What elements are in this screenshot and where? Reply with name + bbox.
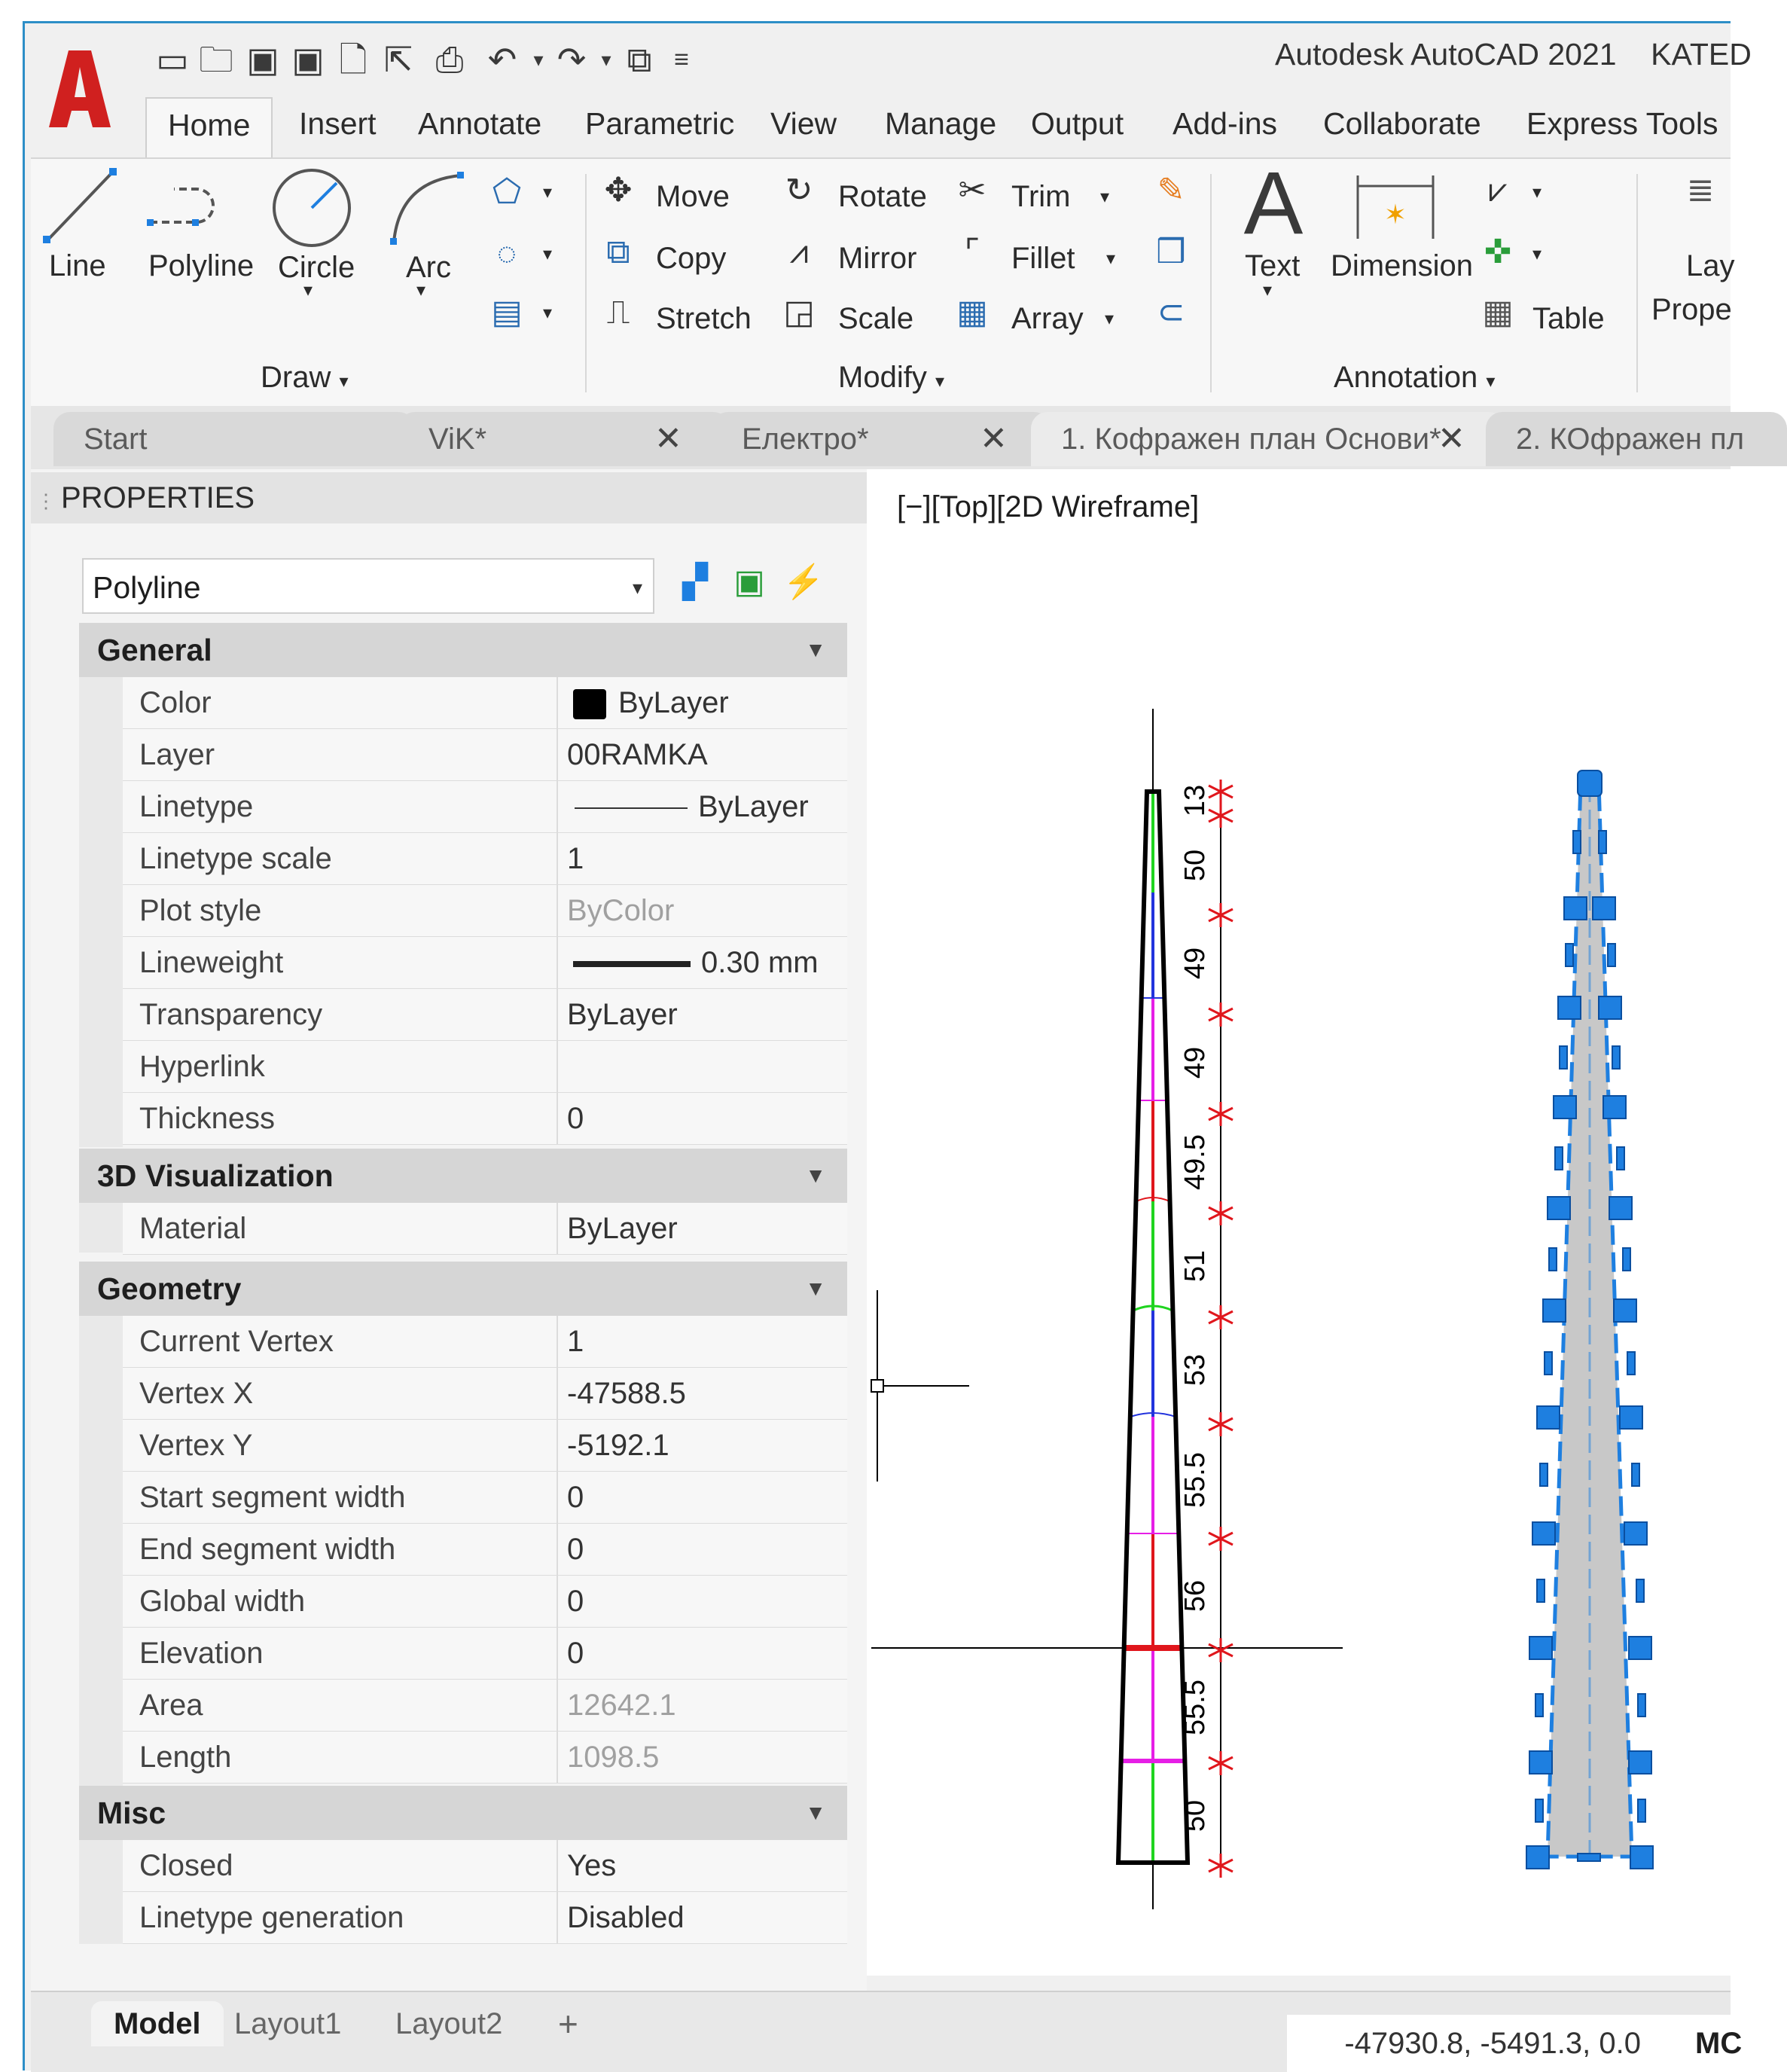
section-title: Misc	[97, 1796, 166, 1830]
quick-select-icon[interactable]: ⚡	[782, 563, 825, 600]
property-row[interactable]	[123, 677, 847, 729]
color-swatch	[573, 689, 606, 719]
property-value[interactable]: ByLayer	[567, 998, 678, 1031]
stretch-button[interactable]: Stretch	[656, 302, 752, 335]
property-key: Start segment width	[123, 1472, 558, 1523]
autocad-window	[23, 21, 1752, 2070]
svg-text:✶: ✶	[1383, 199, 1407, 230]
property-value: 1098.5	[567, 1741, 660, 1774]
property-key: Vertex X	[123, 1368, 558, 1419]
arc-tool-label[interactable]: Arc	[406, 251, 451, 284]
add-layout-button[interactable]: +	[558, 2004, 578, 2043]
draw-panel-label: Draw	[261, 361, 331, 394]
stretch-icon[interactable]: ⎍	[606, 294, 630, 331]
array-icon[interactable]: ▦	[956, 294, 988, 331]
lineweight-value: 0.30 mm	[701, 946, 819, 979]
property-row[interactable]	[123, 937, 847, 989]
modify-panel-label: Modify	[838, 361, 927, 394]
property-key: Current Vertex	[123, 1316, 558, 1367]
layer-properties-label-1[interactable]: Lay	[1686, 249, 1735, 282]
property-value[interactable]: 00RAMKA	[567, 738, 708, 771]
object-type-select[interactable]	[82, 558, 654, 614]
text-tool-label[interactable]: Text	[1245, 249, 1301, 282]
color-value: ByLayer	[618, 686, 729, 719]
doc-tab-label: Start	[84, 423, 148, 456]
drawing-viewport[interactable]	[867, 469, 1731, 1976]
palette-grip-icon[interactable]: ⋮	[36, 490, 56, 512]
lineweight-sample	[573, 961, 691, 967]
property-key: Linetype generation	[123, 1892, 558, 1943]
property-key: End segment width	[123, 1524, 558, 1575]
ellipse-dropdown-icon[interactable]: ▾	[543, 244, 553, 264]
leader-dropdown-icon[interactable]: ▾	[1532, 182, 1542, 203]
open-folder-icon[interactable]: 🗀	[199, 40, 233, 79]
property-key: Color	[123, 677, 558, 728]
property-key: Global width	[123, 1576, 558, 1627]
property-row[interactable]	[123, 1368, 847, 1420]
status-bar	[31, 1991, 1743, 2072]
circle-tool-icon[interactable]	[270, 166, 353, 249]
property-row[interactable]	[123, 729, 847, 781]
property-key: Linetype	[123, 781, 558, 832]
property-row[interactable]	[123, 1680, 847, 1732]
linetype-sample	[575, 807, 688, 809]
crosshair-cursor	[871, 1290, 969, 1482]
dimension-text: 55.5	[1179, 1680, 1211, 1735]
viewport-controls[interactable]: [−][Top][2D Wireframe]	[897, 490, 1200, 523]
dimension-text: 49.5	[1179, 1134, 1211, 1190]
doc-tab-start[interactable]	[53, 412, 415, 466]
dimension-text: 13	[1179, 784, 1211, 817]
section-geometry[interactable]	[79, 1262, 847, 1316]
app-title: Autodesk AutoCAD 2021	[1275, 37, 1617, 72]
new-file-icon[interactable]: ▭	[156, 40, 189, 79]
text-dropdown-icon[interactable]: ▾	[1263, 280, 1273, 301]
tab-insert[interactable]: Insert	[299, 106, 377, 141]
linetype-value: ByLayer	[698, 790, 809, 823]
file-title: KATED	[1651, 37, 1752, 72]
property-value[interactable]: Yes	[567, 1849, 617, 1882]
section-gutter	[79, 677, 123, 1147]
modify-panel-title[interactable]: Modify ▾	[838, 361, 944, 394]
property-row[interactable]	[123, 1420, 847, 1472]
leader-icon[interactable]: ⩗	[1488, 172, 1508, 209]
property-value[interactable]	[567, 937, 847, 988]
trim-icon[interactable]: ✂	[958, 172, 987, 209]
property-value[interactable]	[567, 781, 847, 832]
save-icon[interactable]: ▣	[246, 40, 279, 79]
close-icon[interactable]: ✕	[654, 420, 682, 457]
collapse-icon[interactable]: ▼	[805, 1801, 826, 1824]
property-row[interactable]	[123, 989, 847, 1041]
copy-button[interactable]: Copy	[656, 242, 727, 275]
close-icon[interactable]: ✕	[980, 420, 1008, 457]
tab-parametric[interactable]: Parametric	[585, 106, 735, 141]
property-row[interactable]	[123, 1041, 847, 1093]
model-space-toggle[interactable]: MC	[1695, 2015, 1742, 2072]
annotation-panel-title[interactable]: Annotation ▾	[1334, 361, 1496, 394]
section-gutter	[79, 1316, 123, 1786]
doc-tab-label: Електро*	[742, 423, 869, 456]
doc-tab-label: 1. Кофражен план Основи*	[1061, 423, 1441, 456]
toggle-pickadd-icon[interactable]: ▞	[682, 563, 708, 600]
line-tool-label[interactable]: Line	[49, 249, 106, 282]
property-value[interactable]: 0	[567, 1481, 584, 1514]
property-row[interactable]	[123, 833, 847, 885]
erase-icon[interactable]: ✎	[1157, 172, 1185, 209]
layer-properties-icon[interactable]: ≣	[1686, 172, 1715, 209]
doc-tab-elektro[interactable]	[712, 412, 1051, 466]
layout-tab-model[interactable]: Model	[91, 2001, 224, 2046]
open-from-web-icon[interactable]: 🗋	[339, 40, 367, 79]
share-icon[interactable]: ⇱	[383, 40, 413, 79]
customize-quick-access-icon[interactable]: ≡	[674, 45, 689, 74]
text-tool-icon[interactable]: A	[1243, 154, 1304, 253]
rotate-icon[interactable]: ↻	[785, 172, 813, 209]
property-value[interactable]	[567, 677, 847, 728]
property-row[interactable]	[123, 1576, 847, 1628]
arc-dropdown-icon[interactable]: ▾	[416, 280, 426, 301]
properties-title: PROPERTIES	[61, 481, 255, 514]
collapse-icon[interactable]: ▼	[805, 1164, 826, 1187]
tab-manage[interactable]: Manage	[885, 106, 997, 141]
close-icon[interactable]: ✕	[1438, 420, 1465, 457]
property-key: Length	[123, 1732, 558, 1783]
property-row[interactable]	[123, 885, 847, 937]
polygon-dropdown-icon[interactable]: ▾	[543, 182, 553, 203]
doc-tab-label: 2. КОфражен пл	[1516, 423, 1745, 456]
dimension-text: 56	[1179, 1579, 1211, 1613]
dimension-tool-label[interactable]: Dimension	[1331, 249, 1473, 282]
arc-tool-icon[interactable]	[385, 166, 468, 249]
share-view-icon[interactable]: ⧉	[627, 40, 652, 79]
object-type-value: Polyline	[93, 570, 201, 605]
property-key: Layer	[123, 729, 558, 780]
doc-tab-kofrazhen-osnovi[interactable]	[1031, 412, 1505, 466]
property-key: Transparency	[123, 989, 558, 1040]
hatch-dropdown-icon[interactable]: ▾	[543, 303, 553, 323]
autocad-logo-icon[interactable]	[46, 37, 114, 135]
property-value[interactable]: ByColor	[567, 894, 675, 927]
property-key: Closed	[123, 1840, 558, 1891]
dimension-text: 50	[1179, 849, 1211, 882]
property-row[interactable]	[123, 1732, 847, 1784]
save-as-icon[interactable]: ▣	[291, 40, 325, 79]
property-key: Lineweight	[123, 937, 558, 988]
ribbon-separator	[585, 174, 587, 392]
document-tabs	[31, 406, 1745, 469]
fillet-icon[interactable]: ⌜	[964, 233, 980, 270]
tab-add-ins[interactable]: Add-ins	[1173, 106, 1278, 141]
tab-home[interactable]: Home	[145, 97, 273, 160]
ellipse-icon[interactable]: ◌	[496, 235, 517, 272]
property-row[interactable]	[123, 1203, 847, 1255]
trim-button[interactable]: Trim	[1011, 180, 1071, 213]
property-row[interactable]	[123, 1093, 847, 1145]
dimension-text: 51	[1179, 1250, 1211, 1283]
move-icon[interactable]: ✥	[604, 172, 633, 209]
collapse-icon[interactable]: ▼	[805, 638, 826, 661]
section-general[interactable]	[79, 623, 847, 677]
mirror-icon[interactable]: ⩘	[789, 233, 809, 270]
property-row[interactable]	[123, 1628, 847, 1680]
property-value[interactable]: 1	[567, 1325, 584, 1358]
annotation-panel-label: Annotation	[1334, 361, 1478, 394]
section-gutter	[79, 1840, 123, 1944]
property-row[interactable]	[123, 1316, 847, 1368]
tab-view[interactable]: View	[770, 106, 837, 141]
draw-panel-title[interactable]: Draw ▾	[261, 361, 349, 394]
polygon-icon[interactable]: ⬠	[492, 173, 522, 210]
select-objects-icon[interactable]: ▣	[733, 563, 765, 600]
undo-icon[interactable]: ↶	[487, 40, 517, 79]
tab-collaborate[interactable]: Collaborate	[1323, 106, 1481, 141]
property-value[interactable]: Disabled	[567, 1901, 685, 1934]
explode-icon[interactable]: ❒	[1156, 233, 1186, 270]
property-key: Thickness	[123, 1093, 558, 1144]
redo-dropdown-icon[interactable]: ▾	[601, 48, 611, 71]
property-key: Area	[123, 1680, 558, 1731]
property-value[interactable]: 0	[567, 1102, 584, 1135]
property-row[interactable]	[123, 781, 847, 833]
property-value[interactable]: 0	[567, 1637, 584, 1670]
properties-palette	[31, 469, 867, 1991]
fillet-dropdown-icon[interactable]: ▾	[1106, 249, 1116, 269]
ribbon-separator	[1636, 174, 1638, 392]
property-key: Vertex Y	[123, 1420, 558, 1471]
rotate-button[interactable]: Rotate	[838, 180, 927, 213]
section-misc[interactable]	[79, 1786, 847, 1840]
redo-icon[interactable]: ↷	[557, 40, 587, 79]
collapse-icon[interactable]: ▼	[805, 1277, 826, 1300]
ribbon-separator	[1210, 174, 1212, 392]
tab-output[interactable]: Output	[1031, 106, 1124, 141]
ribbon	[31, 154, 1735, 409]
copy-icon[interactable]: ⧉	[606, 233, 630, 270]
multileader-dropdown-icon[interactable]: ▾	[1532, 244, 1542, 264]
array-dropdown-icon[interactable]: ▾	[1105, 309, 1115, 329]
drawing-canvas[interactable]	[867, 469, 1731, 1976]
property-row[interactable]	[123, 1840, 847, 1892]
dimension-text: 49	[1179, 947, 1211, 980]
move-button[interactable]: Move	[656, 180, 730, 213]
section-title: General	[97, 633, 212, 667]
property-row[interactable]	[123, 1892, 847, 1944]
doc-tab-kofrazhen-2[interactable]	[1486, 412, 1787, 466]
doc-tab-label: ViK*	[428, 423, 487, 456]
coordinates-readout[interactable]: -47930.8, -5491.3, 0.0	[1287, 2015, 1716, 2072]
dimension-text: 55.5	[1179, 1452, 1211, 1508]
property-value[interactable]: 0	[567, 1585, 584, 1618]
chevron-down-icon[interactable]: ▾	[632, 576, 642, 599]
dimension-text: 53	[1179, 1353, 1211, 1387]
array-button[interactable]: Array	[1011, 302, 1084, 335]
table-icon[interactable]: ▦	[1482, 294, 1514, 331]
property-value[interactable]: ByLayer	[567, 1212, 678, 1245]
property-value[interactable]: -47588.5	[567, 1377, 686, 1410]
tab-express-tools[interactable]: Express Tools	[1526, 106, 1718, 141]
section-title: 3D Visualization	[97, 1158, 334, 1193]
property-value[interactable]: 1	[567, 842, 584, 875]
property-key: Linetype scale	[123, 833, 558, 884]
layer-properties-label-2[interactable]: Prope	[1651, 293, 1732, 326]
property-row[interactable]	[123, 1524, 847, 1576]
table-button[interactable]: Table	[1532, 302, 1605, 335]
circle-tool-label[interactable]: Circle	[278, 251, 355, 284]
properties-header[interactable]	[31, 472, 867, 523]
dimension-text: 50	[1179, 1799, 1211, 1832]
dimension-tool-icon[interactable]	[1350, 169, 1441, 245]
section-gutter	[79, 1201, 123, 1253]
offset-icon[interactable]: ⊂	[1157, 294, 1185, 331]
plot-icon[interactable]: ⎙	[435, 40, 464, 79]
property-key: Plot style	[123, 885, 558, 936]
layout-tab-layout1[interactable]: Layout1	[234, 2007, 342, 2040]
property-row[interactable]	[123, 1472, 847, 1524]
property-key: Elevation	[123, 1628, 558, 1679]
property-key: Hyperlink	[123, 1041, 558, 1092]
hatch-icon[interactable]: ▤	[491, 294, 523, 331]
property-value: 12642.1	[567, 1689, 676, 1722]
line-tool-icon[interactable]	[38, 165, 121, 248]
fillet-button[interactable]: Fillet	[1011, 242, 1075, 275]
polyline-tool-icon[interactable]	[144, 177, 227, 245]
property-value[interactable]: 0	[567, 1533, 584, 1566]
scale-button[interactable]: Scale	[838, 302, 914, 335]
scale-icon[interactable]: ◲	[783, 294, 815, 331]
trim-dropdown-icon[interactable]: ▾	[1100, 187, 1110, 207]
section-3d-visualization[interactable]	[79, 1149, 847, 1203]
tab-annotate[interactable]: Annotate	[418, 106, 542, 141]
doc-tab-vik[interactable]	[398, 412, 730, 466]
section-title: Geometry	[97, 1271, 242, 1306]
undo-dropdown-icon[interactable]: ▾	[533, 48, 544, 71]
layout-tab-layout2[interactable]: Layout2	[395, 2007, 503, 2040]
property-value[interactable]	[567, 1041, 847, 1092]
polyline-tool-label[interactable]: Polyline	[148, 249, 255, 282]
property-key: Material	[123, 1203, 558, 1254]
property-value[interactable]: -5192.1	[567, 1429, 669, 1462]
circle-dropdown-icon[interactable]: ▾	[303, 280, 313, 301]
dimension-text: 49	[1179, 1046, 1211, 1079]
multileader-icon[interactable]: ✜	[1484, 233, 1512, 270]
mirror-button[interactable]: Mirror	[838, 242, 917, 275]
